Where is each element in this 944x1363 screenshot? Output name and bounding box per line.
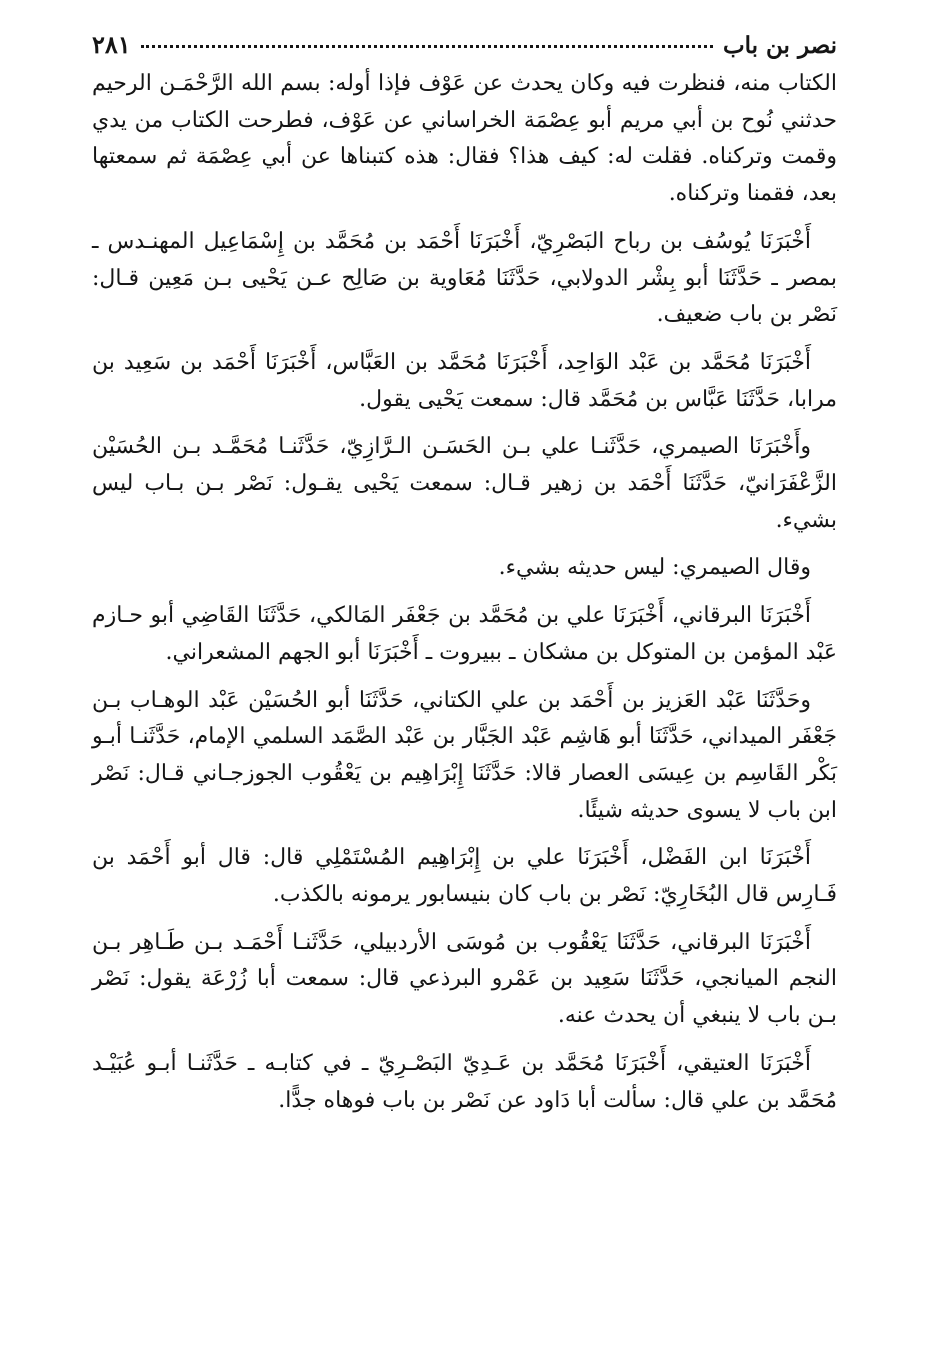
page-header	[92, 30, 837, 66]
paragraph: وحَدَّثَنَا عَبْد العَزيز بن أَحْمَد بن علي الكتاني، حَدَّثَنَا أبو الحُسَيْن عَبْد الوهـاب بـن جَعْفَر الميداني، حَدَّثَنَا أبو هَاشِم عَبْد الجَبَّار بن عَبْد الصَّمَد السلمي الإمام، حَدَّثَنـا أبـو بَكْر القَاسِم بن عِيسَى العصار قالا: حَدَّثَنَا إِبْرَاهِيم بن يَعْقُوب الجوزجـاني قـال: نَصْر ابن باب لا يسوى حديثه شيئًا.	[92, 687, 837, 823]
page-number: ٢٨١	[92, 30, 131, 59]
paragraph: أَخْبَرَنَا البرقاني، حَدَّثَنَا يَعْقُوب بن مُوسَى الأردبيلي، حَدَّثَنـا أَحْمَـد بـن طَـاهِر بـن النجم الميانجي، حَدَّثَنَا سَعِيد بن عَمْرو البرذعي قال: سمعت أبا زُرْعَة يقول: نَصْر بـن باب لا ينبغي أن يحدث عنه.	[92, 929, 837, 1029]
paragraph: أَخْبَرَنَا العتيقي، أَخْبَرَنَا مُحَمَّد بن عَـدِيّ البَصْـرِيّ ـ في كتابـه ـ حَدَّثَنـا أبـو عُبَيْـد مُحَمَّد بن علي قال: سألت أبا دَاود عن نَصْر بن باب فوهاه جدًّا.	[92, 1050, 837, 1113]
paragraph: الكتاب منه، فنظرت فيه وكان يحدث عن عَوْف فإذا أوله: بسم الله الرَّحْمَـن الرحيم حدثني نُوح بن أبي مريم أبو عِصْمَة الخراساني عن عَوْف، فطرحت الكتاب من يدي وقمت وتركناه. فقلت له: كيف هذا؟ فقال: هذه كتبناها عن أبي عِصْمَة ثم سمعتها بعد، فقمنا وتركناه.	[92, 71, 837, 207]
book-page	[92, 30, 837, 1119]
running-title: نصر بن باب	[722, 32, 837, 59]
paragraph: وقال الصيمري: ليس حديثه بشيء.	[498, 555, 811, 581]
paragraph: أَخْبَرَنَا البرقاني، أَخْبَرَنَا علي بن مُحَمَّد بن جَعْفَر المَالكي، حَدَّثَنَا القَاضِي أبو حـازم عَبْد المؤمن بن المتوكل بن مشكان ـ ببيروت ـ أَخْبَرَنَا أبو الجهم المشعراني.	[92, 603, 837, 665]
paragraph: أَخْبَرَنَا ابن الفَضْل، أَخْبَرَنَا علي بن إِبْرَاهِيم المُسْتَمْلِي قال: قال أبو أَحْمَد بن فَـارِس قال البُخَارِيّ: نَصْر بن باب كان بنيسابور يرمونه بالكذب.	[92, 845, 837, 908]
paragraph: أَخْبَرَنَا مُحَمَّد بن عَبْد الوَاحِد، أَخْبَرَنَا مُحَمَّد بن العَبَّاس، أَخْبَرَنَا أَحْمَد بن سَعِيد بن مرابا، حَدَّثَنَا عَبَّاس بن مُحَمَّد قال: سمعت يَحْيى يقول.	[92, 349, 837, 412]
paragraph: أَخْبَرَنَا يُوسُف بن رباح البَصْرِيّ، أَخْبَرَنَا أَحْمَد بن مُحَمَّد بن إِسْمَاعِيل المهنـدس ـ بمصر ـ حَدَّثَنَا أبو بِشْر الدولابي، حَدَّثَنَا مُعَاوية بن صَالِح عـن يَحْيى بـن مَعِين قـال: نَصْر بن باب ضعيف.	[92, 228, 837, 328]
header-dot-leader	[141, 45, 713, 48]
paragraph: وأَخْبَرَنَا الصيمري، حَدَّثَنـا علي بـن الحَسَـن الـرَّازِيّ، حَدَّثَنـا مُحَمَّـد بـن الحُسَيْن الزَّعْفَرَانيّ، حَدَّثَنَا أَحْمَد بن زهير قـال: سمعت يَحْيى يقـول: نَصْر بـن بـاب ليس بشيء.	[92, 434, 837, 533]
